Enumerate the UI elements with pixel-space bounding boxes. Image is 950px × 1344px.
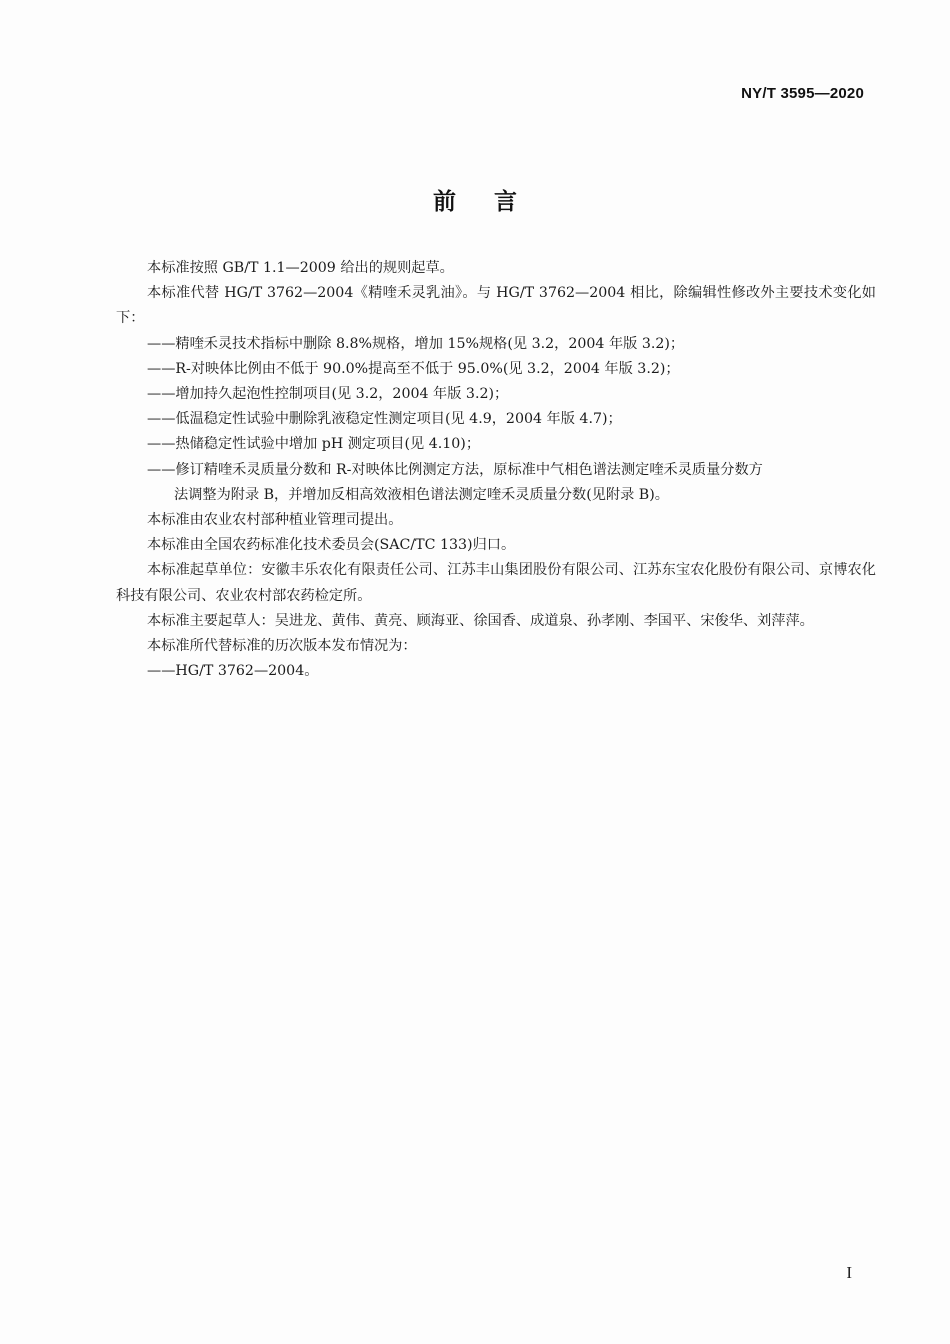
- change-item: ——增加持久起泡性控制项目(见 3.2，2004 年版 3.2)；: [147, 386, 509, 403]
- paragraph-history-intro: 本标准所代替标准的历次版本发布情况为：: [147, 638, 417, 655]
- paragraph-replacement-note: 本标准代替 HG/T 3762—2004《精喹禾灵乳油》。与 HG/T 3762—2004 相比，除编辑性修改外主要技术变化如下：: [116, 285, 876, 327]
- change-item: ——修订精喹禾灵质量分数和 R-对映体比例测定方法，原标准中气相色谱法测定喹禾灵质量分数方: [147, 461, 763, 478]
- page-number: I: [846, 1263, 852, 1282]
- change-item: ——精喹禾灵技术指标中删除 8.8%规格，增加 15%规格(见 3.2，2004 年版 3.2)；: [147, 335, 685, 352]
- page-title: 前言: [433, 189, 555, 215]
- paragraph-proposer: 本标准由农业农村部种植业管理司提出。: [147, 512, 403, 529]
- paragraph-committee: 本标准由全国农药标准化技术委员会(SAC/TC 133)归口。: [147, 537, 516, 554]
- change-item: ——R-对映体比例由不低于 90.0%提高至不低于 95.0%(见 3.2，2004 年版 3.2)；: [147, 360, 680, 377]
- history-item: ——HG/T 3762—2004。: [147, 663, 319, 680]
- change-item: ——热储稳定性试验中增加 pH 测定项目(见 4.10)；: [147, 436, 481, 453]
- change-item-continuation: 法调整为附录 B，并增加反相高效液相色谱法测定喹禾灵质量分数(见附录 B)。: [174, 486, 669, 503]
- standard-number: NY/T 3595—2020: [741, 85, 864, 102]
- foreword-body: [116, 256, 876, 684]
- paragraph-drafting-units: 本标准起草单位：安徽丰乐农化有限责任公司、江苏丰山集团股份有限公司、江苏东宝农化股份有限公司、京博农化科技有限公司、农业农村部农药检定所。: [116, 562, 876, 604]
- paragraph-drafters: 本标准主要起草人：吴进龙、黄伟、黄亮、顾海亚、徐国香、成道泉、孙孝刚、李国平、宋俊华、刘萍萍。: [147, 612, 814, 629]
- paragraph-drafting-rules: 本标准按照 GB/T 1.1—2009 给出的规则起草。: [147, 260, 454, 276]
- change-item: ——低温稳定性试验中删除乳液稳定性测定项目(见 4.9，2004 年版 4.7)；: [147, 411, 622, 428]
